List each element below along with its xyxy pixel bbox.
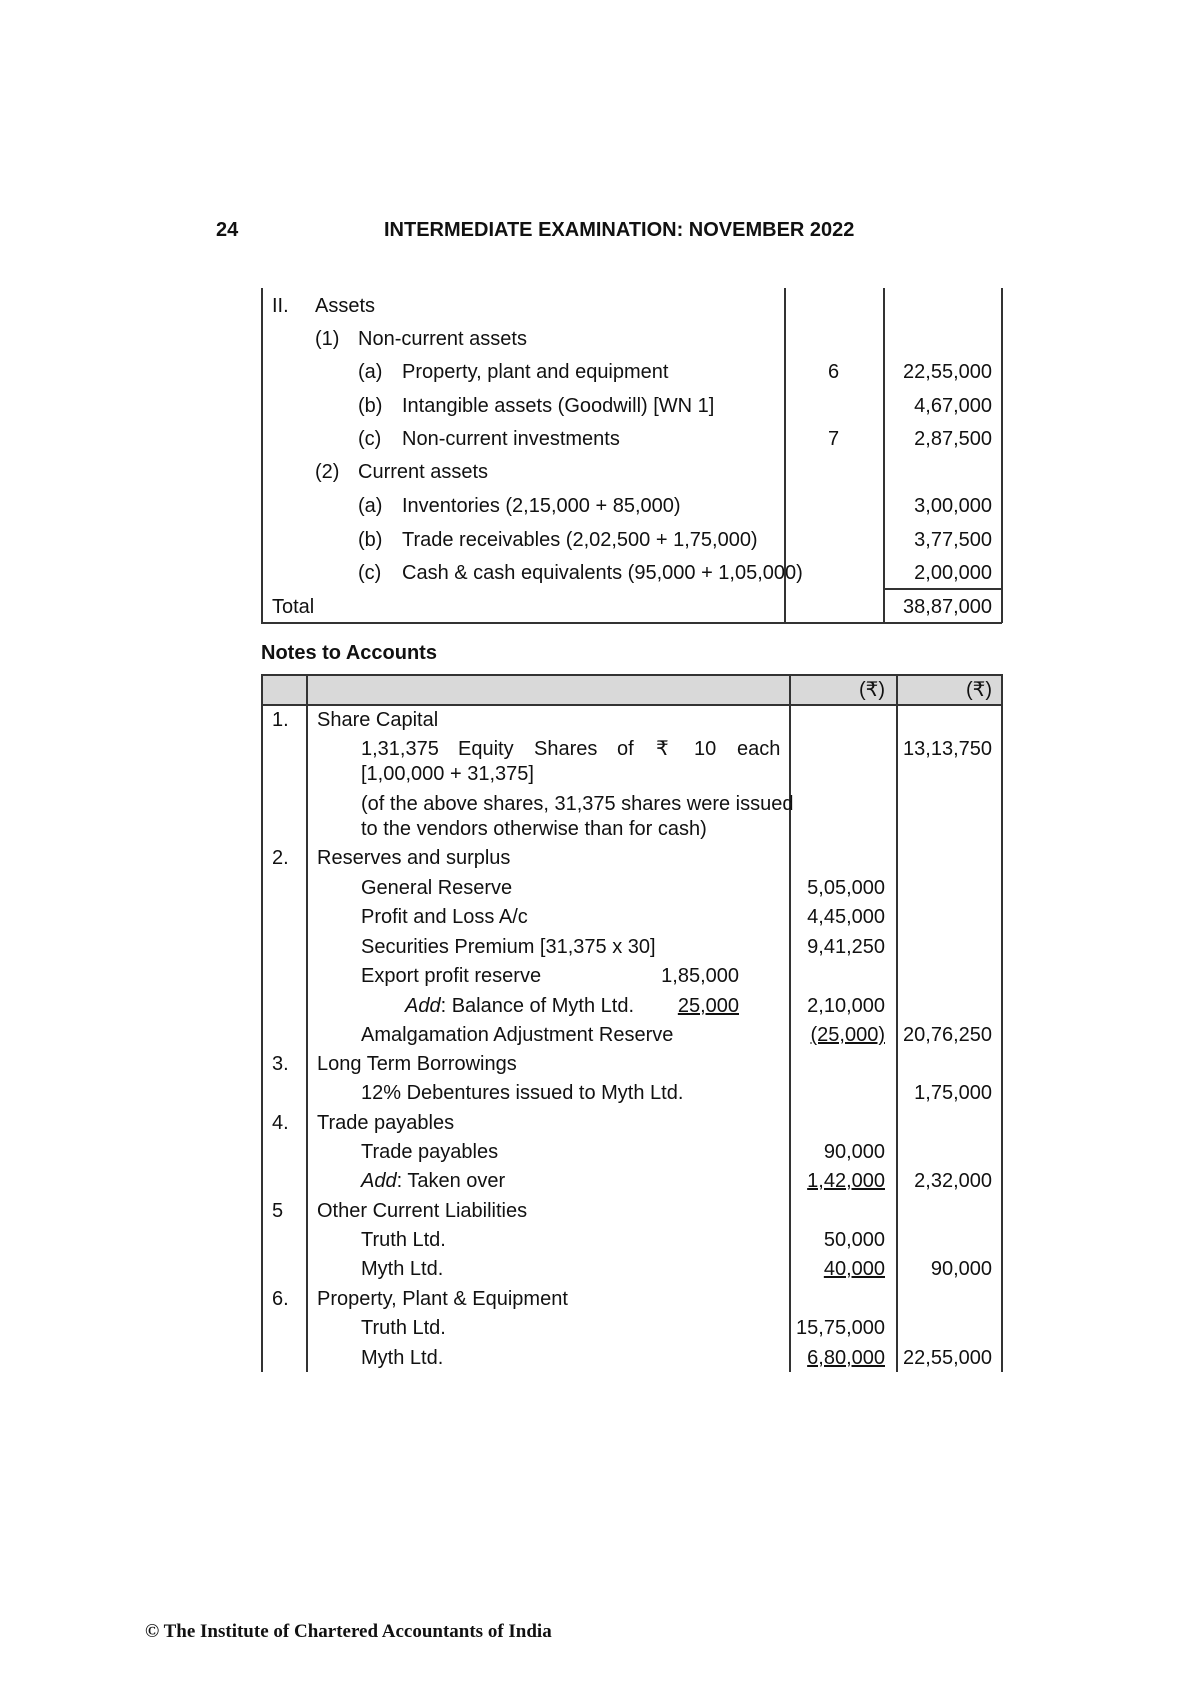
note-title-row — [0, 708, 1191, 732]
item-amount: 2,87,500 — [914, 428, 992, 450]
section-label: Assets — [315, 295, 376, 317]
note-line-row — [0, 876, 1191, 900]
share-capital-line — [0, 737, 1191, 761]
item-amount: 22,55,000 — [903, 361, 992, 383]
line-amount: 9,41,250 — [807, 936, 885, 958]
line-amount: 5,05,000 — [807, 877, 885, 899]
note-line-row — [0, 994, 1191, 1018]
note-title: Long Term Borrowings — [317, 1053, 517, 1075]
currency-header-row — [0, 678, 1191, 702]
add-prefix: Add — [361, 1170, 397, 1192]
group-number: (2) — [315, 461, 340, 483]
line-label: Myth Ltd. — [361, 1347, 444, 1369]
line-amount: 15,75,000 — [796, 1317, 885, 1339]
note-line-row — [0, 1023, 1191, 1047]
rupee-symbol: ₹ — [656, 738, 669, 760]
note-ref: 6 — [828, 361, 840, 383]
note-ref: 7 — [828, 428, 840, 450]
total-rule — [883, 588, 1002, 590]
add-label — [405, 994, 634, 1018]
line-item-row — [0, 360, 1191, 384]
total-amount: 38,87,000 — [903, 596, 992, 618]
note-title-row — [0, 1111, 1191, 1135]
line-item-row — [0, 427, 1191, 451]
note-title-row — [0, 846, 1191, 870]
item-label: Trade receivables (2,02,500 + 1,75,000) — [402, 529, 758, 551]
item-label: Non-current investments — [402, 428, 620, 450]
note-line-row — [0, 1316, 1191, 1340]
line-amount: 40,000 — [823, 1258, 885, 1280]
item-number: (c) — [358, 428, 382, 450]
group-row — [0, 327, 1191, 351]
line-label: Myth Ltd. — [361, 1258, 444, 1280]
line-amount: 4,45,000 — [807, 906, 885, 928]
note-title-row — [0, 1052, 1191, 1076]
share-note-text: (of the above shares, 31,375 shares were issued — [361, 793, 794, 815]
notes-heading: Notes to Accounts — [261, 642, 437, 664]
page-number: 24 — [216, 219, 239, 241]
note-title-row — [0, 1287, 1191, 1311]
justified-word: 10 — [694, 738, 717, 760]
group-label: Non-current assets — [358, 328, 527, 350]
notes-header-rule — [261, 704, 1002, 706]
justified-word: Equity — [458, 738, 514, 760]
group-label: Current assets — [358, 461, 489, 483]
note-line-row — [0, 1257, 1191, 1281]
line-label: Truth Ltd. — [361, 1229, 446, 1251]
line-amount: (25,000) — [810, 1024, 885, 1046]
note-title: Other Current Liabilities — [317, 1200, 528, 1222]
line-label: Export profit reserve — [361, 965, 542, 987]
item-number: (b) — [358, 529, 383, 551]
line-label: Securities Premium [31,375 x 30] — [361, 936, 656, 958]
line-amount: 6,80,000 — [807, 1347, 885, 1369]
add-label — [361, 1169, 505, 1193]
share-breakup: [1,00,000 + 31,375] — [361, 763, 534, 785]
line-item-row — [0, 394, 1191, 418]
item-amount: 2,00,000 — [914, 562, 992, 584]
section-number: II. — [272, 295, 289, 317]
inner-amount: 1,85,000 — [661, 965, 739, 987]
line-label: Profit and Loss A/c — [361, 906, 528, 928]
item-number: (a) — [358, 495, 383, 517]
note-title: Property, Plant & Equipment — [317, 1288, 568, 1310]
inner-amount: 25,000 — [677, 995, 739, 1017]
table-border-bottom — [261, 622, 1002, 624]
add-prefix: Add — [405, 995, 441, 1017]
note-total: 22,55,000 — [903, 1347, 992, 1369]
note-number: 4. — [272, 1112, 289, 1134]
line-label: 12% Debentures issued to Myth Ltd. — [361, 1082, 684, 1104]
item-amount: 3,77,500 — [914, 529, 992, 551]
total-row — [0, 595, 1191, 619]
justified-word: Shares — [534, 738, 598, 760]
line-amount: 2,10,000 — [807, 995, 885, 1017]
note-total: 2,32,000 — [914, 1170, 992, 1192]
note-line-row — [0, 1140, 1191, 1164]
item-amount: 3,00,000 — [914, 495, 992, 517]
line-amount: 90,000 — [823, 1141, 885, 1163]
note-line-row — [0, 935, 1191, 959]
item-label: Property, plant and equipment — [402, 361, 669, 383]
note-line-row — [0, 905, 1191, 929]
line-label: Trade payables — [361, 1141, 499, 1163]
add-text: : Balance of Myth Ltd. — [440, 995, 635, 1017]
line-item-row — [0, 561, 1191, 585]
page-title: INTERMEDIATE EXAMINATION: NOVEMBER 2022 — [384, 219, 855, 241]
line-item-row — [0, 528, 1191, 552]
note-total: 13,13,750 — [903, 738, 992, 760]
line-label: Amalgamation Adjustment Reserve — [361, 1024, 674, 1046]
group-number: (1) — [315, 328, 340, 350]
note-total: 1,75,000 — [914, 1082, 992, 1104]
note-title-row — [0, 1199, 1191, 1223]
notes-border-top — [261, 674, 1002, 676]
assets-section-row — [0, 294, 1191, 318]
total-label: Total — [272, 596, 315, 618]
currency-col2: (₹) — [965, 679, 992, 701]
note-line-row — [0, 1228, 1191, 1252]
note-title: Reserves and surplus — [317, 847, 511, 869]
note-total: 20,76,250 — [903, 1024, 992, 1046]
item-label: Inventories (2,15,000 + 85,000) — [402, 495, 681, 517]
item-number: (b) — [358, 395, 383, 417]
justified-word: 1,31,375 — [361, 738, 439, 760]
item-label: Intangible assets (Goodwill) [WN 1] — [402, 395, 715, 417]
line-item-row — [0, 494, 1191, 518]
add-text: : Taken over — [396, 1170, 506, 1192]
item-number: (a) — [358, 361, 383, 383]
line-label: General Reserve — [361, 877, 513, 899]
note-number: 2. — [272, 847, 289, 869]
copyright-footer: © The Institute of Chartered Accountants of India — [145, 1621, 552, 1642]
currency-col1: (₹) — [858, 679, 885, 701]
note-number: 6. — [272, 1288, 289, 1310]
note-line-row — [0, 1346, 1191, 1370]
justified-word: each — [737, 738, 781, 760]
note-line-row — [0, 1169, 1191, 1193]
note-total: 90,000 — [930, 1258, 992, 1280]
note-title: Share Capital — [317, 709, 439, 731]
line-amount: 50,000 — [823, 1229, 885, 1251]
note-line-row — [0, 1081, 1191, 1105]
note-line-row — [0, 964, 1191, 988]
share-note-line — [0, 817, 1191, 841]
line-label: Truth Ltd. — [361, 1317, 446, 1339]
item-label: Cash & cash equivalents (95,000 + 1,05,000) — [402, 562, 803, 584]
note-number: 1. — [272, 709, 289, 731]
note-number: 3. — [272, 1053, 289, 1075]
note-title: Trade payables — [317, 1112, 455, 1134]
justified-word: of — [617, 738, 634, 760]
item-amount: 4,67,000 — [914, 395, 992, 417]
line-amount: 1,42,000 — [807, 1170, 885, 1192]
share-capital-line-2 — [0, 762, 1191, 786]
share-note-line — [0, 792, 1191, 816]
group-row — [0, 460, 1191, 484]
note-number: 5 — [272, 1200, 284, 1222]
share-note-text: to the vendors otherwise than for cash) — [361, 818, 707, 840]
item-number: (c) — [358, 562, 382, 584]
